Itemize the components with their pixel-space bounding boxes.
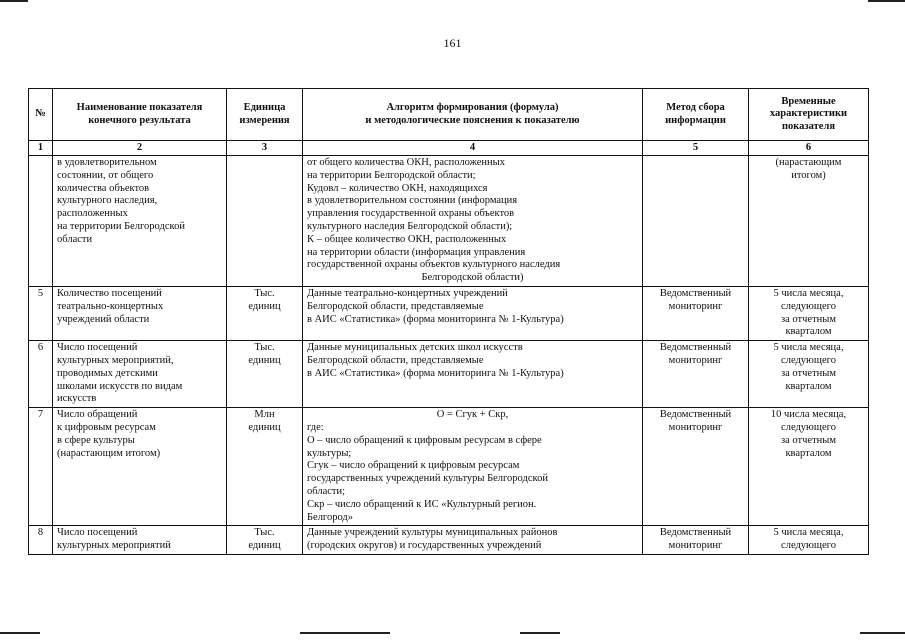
text-line: Число посещений <box>57 342 138 354</box>
text-line: единиц <box>248 540 281 552</box>
collection-method <box>643 156 749 287</box>
text-line: К – общее количество ОКН, расположенных <box>307 233 507 245</box>
text-line: Число обращений <box>57 409 138 421</box>
text-line: следующего <box>781 540 836 552</box>
scan-edge-mark <box>300 632 390 634</box>
time-characteristics <box>749 341 869 408</box>
text-line: Млн <box>254 409 275 421</box>
column-number: 6 <box>749 141 869 156</box>
indicator-name <box>53 156 227 287</box>
collection-method <box>643 287 749 341</box>
page-number: 161 <box>443 36 462 50</box>
column-number: 3 <box>227 141 303 156</box>
text-line: единиц <box>248 300 281 312</box>
algorithm <box>303 341 643 408</box>
text-line: Белгород» <box>307 511 354 523</box>
text-line: государственных учреждений культуры Белгородской <box>307 473 548 485</box>
text-line: Тыс. <box>254 342 275 354</box>
text-line: управления государственной охраны объектов <box>307 208 515 220</box>
time-characteristics <box>749 408 869 526</box>
text-line: Белгородской области) <box>421 272 524 284</box>
text-line: культурных мероприятий, <box>57 355 174 367</box>
col-header-algorithm <box>303 89 643 141</box>
unit <box>227 526 303 555</box>
text-line: О – число обращений к цифровым ресурсам в сфере <box>307 434 542 446</box>
text-line: в сфере культуры <box>57 434 135 446</box>
text-line: мониторинг <box>668 422 723 433</box>
text-line: Ведомственный <box>659 409 732 421</box>
text-line: (нарастающим итогом) <box>57 447 161 459</box>
algorithm <box>303 287 643 341</box>
text-line: Данные театрально-концертных учреждений <box>307 288 508 300</box>
text-line: мониторинг <box>668 355 723 367</box>
text-line: на территории области (информация управления <box>307 246 526 258</box>
col-header-unit: Единица измерения <box>227 89 303 141</box>
collection-method <box>643 526 749 555</box>
text-line: Белгородской области, представляемые <box>307 355 484 367</box>
unit <box>227 341 303 408</box>
time-characteristics <box>749 156 869 287</box>
collection-method <box>643 408 749 526</box>
text-line: 5 числа месяца, <box>773 527 844 539</box>
text-line: 5 числа месяца, <box>773 288 844 300</box>
text-line: за отчетным <box>781 434 836 446</box>
text-line: к цифровым ресурсам <box>57 422 156 433</box>
col-header-algorithm-line1: Алгоритм формирования (формула) <box>386 101 559 113</box>
algorithm <box>303 156 643 287</box>
text-line: культуры; <box>307 447 352 459</box>
text-line: Данные муниципальных детских школ искусств <box>307 342 523 354</box>
text-line: школами искусств по видам <box>57 380 183 392</box>
column-number: 4 <box>303 141 643 156</box>
text-line: кварталом <box>785 326 832 338</box>
text-line: Белгородской области, представляемые <box>307 300 484 312</box>
time-characteristics <box>749 287 869 341</box>
text-line: области; <box>307 485 346 497</box>
row-number: 8 <box>29 526 53 555</box>
text-line: расположенных <box>57 208 128 220</box>
text-line: единиц <box>248 355 281 367</box>
text-line: следующего <box>781 355 836 367</box>
scan-edge-mark <box>868 0 905 2</box>
text-line: за отчетным <box>781 367 836 379</box>
text-line: Количество посещений <box>57 288 162 300</box>
table-row <box>29 408 869 526</box>
scan-edge-mark <box>0 632 40 634</box>
text-line: следующего <box>781 300 836 312</box>
text-line: следующего <box>781 422 836 433</box>
text-line: Данные учреждений культуры муниципальных районов <box>307 527 558 539</box>
text-line: Кудовл – количество ОКН, находящихся <box>307 182 488 194</box>
algorithm <box>303 526 643 555</box>
column-number: 2 <box>53 141 227 156</box>
unit <box>227 156 303 287</box>
table-row <box>29 287 869 341</box>
text-line: где: <box>307 422 324 433</box>
col-header-time: Временные характеристики показателя <box>749 89 869 141</box>
text-line: на территории Белгородской <box>57 221 185 233</box>
indicator-name <box>53 287 227 341</box>
indicator-name <box>53 341 227 408</box>
col-header-name: Наименование показателя конечного результата <box>53 89 227 141</box>
text-line: на территории Белгородской области; <box>307 169 476 181</box>
text-line: от общего количества ОКН, расположенных <box>307 157 505 169</box>
text-line: 5 числа месяца, <box>773 342 844 354</box>
table-row <box>29 156 869 287</box>
text-line: мониторинг <box>668 540 723 552</box>
text-line: 10 числа месяца, <box>770 409 847 421</box>
column-number: 1 <box>29 141 53 156</box>
text-line: в АИС «Статистика» (форма мониторинга № 1-Культура) <box>307 313 564 325</box>
text-line: культурных мероприятий <box>57 540 171 552</box>
indicator-name <box>53 408 227 526</box>
text-line: искусств <box>57 393 97 405</box>
unit <box>227 287 303 341</box>
text-line: Число посещений <box>57 527 138 539</box>
scan-edge-mark <box>0 0 28 2</box>
text-line: (нарастающим <box>775 157 842 169</box>
text-line: Тыс. <box>254 527 275 539</box>
indicator-table <box>28 88 869 555</box>
text-line: кварталом <box>785 447 832 459</box>
text-line: итогом) <box>791 169 826 181</box>
text-line: Ведомственный <box>659 342 732 354</box>
text-line: Ведомственный <box>659 527 732 539</box>
text-line: Скр – число обращений к ИС «Культурный регион. <box>307 498 537 510</box>
col-header-method: Метод сбора информации <box>643 89 749 141</box>
text-line: за отчетным <box>781 313 836 325</box>
text-line: в удовлетворительном <box>57 157 157 169</box>
collection-method <box>643 341 749 408</box>
column-number-row <box>29 141 869 156</box>
row-number: 6 <box>29 341 53 408</box>
text-line: театрально-концертных <box>57 300 164 312</box>
row-number <box>29 156 53 287</box>
table-row <box>29 526 869 555</box>
text-line: мониторинг <box>668 300 723 312</box>
time-characteristics <box>749 526 869 555</box>
text-line: в удовлетворительном состоянии (информация <box>307 195 518 207</box>
table-row <box>29 341 869 408</box>
algorithm <box>303 408 643 526</box>
text-line: Тыс. <box>254 288 275 300</box>
text-line: Ведомственный <box>659 288 732 300</box>
text-line: культурного наследия Белгородской области); <box>307 221 513 233</box>
scan-edge-mark <box>520 632 560 634</box>
indicator-name <box>53 526 227 555</box>
scan-edge-mark <box>860 632 905 634</box>
row-number: 7 <box>29 408 53 526</box>
text-line: Сгук – число обращений к цифровым ресурсам <box>307 460 520 472</box>
unit <box>227 408 303 526</box>
text-line: единиц <box>248 422 281 433</box>
text-line: (городских округов) и государственных учреждений <box>307 540 542 552</box>
col-header-num: № <box>29 89 53 141</box>
text-line: учреждений области <box>57 313 150 325</box>
header-row <box>29 89 869 141</box>
text-line: кварталом <box>785 380 832 392</box>
text-line: области <box>57 233 93 245</box>
text-line: количества объектов <box>57 182 150 194</box>
text-line: культурного наследия, <box>57 195 158 207</box>
column-number: 5 <box>643 141 749 156</box>
text-line: состоянии, от общего <box>57 169 154 181</box>
text-line: проводимых детскими <box>57 367 158 379</box>
col-header-algorithm-line2: и методологические пояснения к показателю <box>365 114 580 126</box>
text-line: в АИС «Статистика» (форма мониторинга № 1-Культура) <box>307 367 564 379</box>
formula: О = Сгук + Скр, <box>436 409 509 421</box>
row-number: 5 <box>29 287 53 341</box>
text-line: государственной охраны объектов культурного наследия <box>307 259 561 271</box>
